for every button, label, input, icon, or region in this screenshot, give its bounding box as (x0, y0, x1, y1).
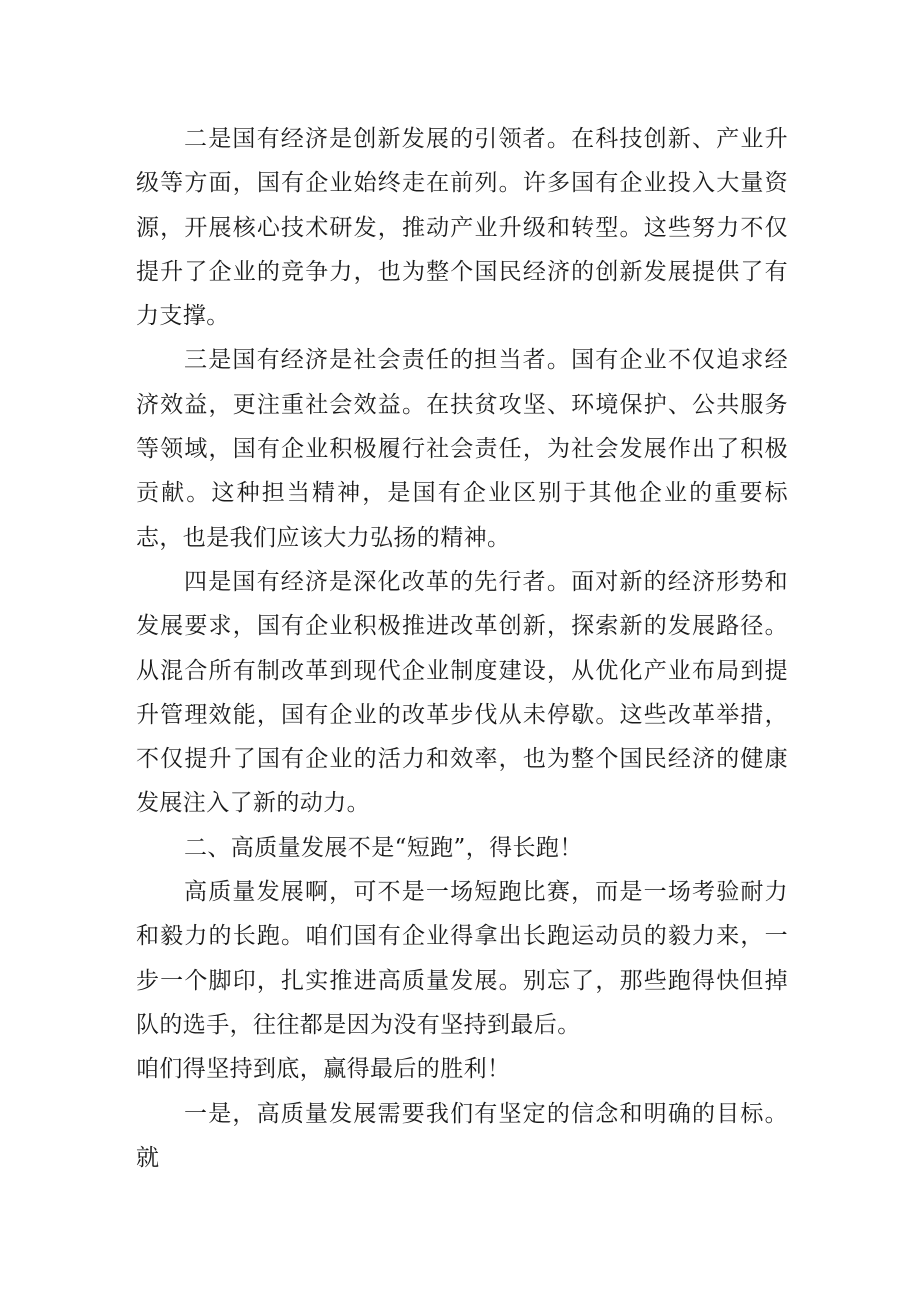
paragraph: 四是国有经济是深化改革的先行者。面对新的经济形势和发展要求，国有企业积极推进改革创新，探索新的发展路径。从混合所有制改革到现代企业制度建设，从优化产业布局到提升管理效能，国有企业的改革步伐从未停歇。这些改革举措，不仅提升了国有企业的活力和效率，也为整个国民经济的健康发展注入了新的动力。 (136, 568, 788, 817)
section-heading: 二、高质量发展不是“短跑”，得长跑！ (184, 834, 583, 861)
paragraph: 咱们得坚持到底，赢得最后的胜利！ (136, 1056, 511, 1083)
paragraph: 二是国有经济是创新发展的引领者。在科技创新、产业升级等方面，国有企业始终走在前列。许多国有企业投入大量资源，开展核心技术研发，推动产业升级和转型。这些努力不仅提升了企业的竞争力，也为整个国民经济的创新发展提供了有力支撑。 (136, 126, 788, 330)
paragraph: 高质量发展啊，可不是一场短跑比赛，而是一场考验耐力和毅力的长跑。咱们国有企业得拿出长跑运动员的毅力来，一步一个脚印，扎实推进高质量发展。别忘了，那些跑得快但掉队的选手，往往都是因为没有坚持到最后。 (136, 879, 788, 1038)
paragraph: 一是，高质量发展需要我们有坚定的信念和明确的目标。就 (136, 1100, 788, 1171)
document-body (136, 117, 788, 1180)
paragraph: 三是国有经济是社会责任的担当者。国有企业不仅追求经济效益，更注重社会效益。在扶贫攻坚、环境保护、公共服务等领域，国有企业积极履行社会责任，为社会发展作出了积极贡献。这种担当精神，是国有企业区别于其他企业的重要标志，也是我们应该大力弘扬的精神。 (136, 347, 788, 551)
